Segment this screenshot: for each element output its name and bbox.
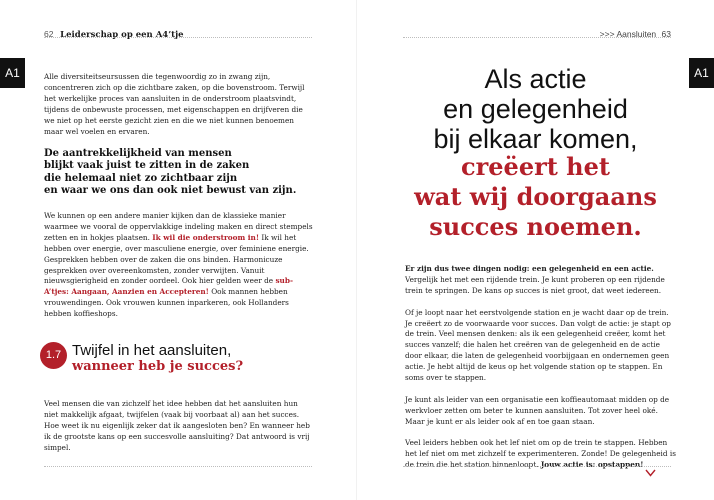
footer-rule [44, 466, 312, 467]
pullquote-line: De aantrekkelijkheid van mensen [44, 148, 232, 159]
paragraph-text: We kunnen op een andere manier kijken dan de klassieke manier waarmee we vooral de oppervlakkige indeling maken en direct stempels zetten en in hokjes plaatsen. [44, 211, 313, 242]
paragraph-emphasis: Jouw actie is: opstappen! [540, 460, 644, 470]
closing-paragraph [44, 399, 314, 464]
big-quote-emphasis: wat wij doorgaans [414, 182, 657, 211]
left-running-head [44, 29, 184, 40]
intro-text: Alle diversiteitseursussen die tegenwoordig zo in zwang zijn, concentreren zich op die zichtbare zaken, op die bovenstroom. Terwijl het werkelijke proces van aansluiten in de onderstroom plaatsvindt, tijdens de onbewuste processen, met eigenschappen en drijfveren die we niet op het eerste gezicht zien en die we niet kunnen benoemen maar wel voelen en ervaren. [44, 72, 305, 136]
big-quote-emphasis: creëert het [461, 152, 610, 181]
paragraph: Of je loopt naar het eerstvolgende station en je wacht daar op de trein. Je creëert zo de voorwaarde voor succes. Dan volgt de actie: je stapt op de trein. Veel mensen denken: als ik een gelegenheid creëer, komt het succes vanzelf; die halen het creëren van de gelegenheid en de actie door elkaar, die laten de gelegenheid voorbijgaan en ondernemen geen actie. Je hebt altijd de keus op het volgende station op te stappen. En soms over te stappen. [405, 307, 671, 383]
footer-rule [403, 466, 671, 467]
pullquote-line: blijkt vaak juist te zitten in de zaken [44, 160, 250, 172]
right-body-text [405, 264, 677, 482]
paragraph: Je kunt als leider van een organisatie een koffieautomaat midden op de werkvloer zetten om beter te kunnen aansluiten. Tot zover heel oké. Maar je kunt er als leider ook af en toe gaan staan. [405, 394, 670, 426]
chapter-tab: A1 [689, 58, 714, 88]
body-paragraph-2 [44, 211, 314, 331]
big-quote-emphasis: succes noemen. [429, 212, 642, 241]
paragraph [405, 264, 677, 297]
big-quote-line: bij elkaar komen, [433, 124, 638, 154]
big-quote-line: Als actie [484, 64, 587, 94]
chapter-title: >>> Aansluiten [599, 29, 657, 39]
chevron-down-icon [645, 468, 656, 480]
pullquote-line: en waar we ons dan ook niet bewust van zijn. [44, 184, 297, 196]
header-rule [403, 37, 671, 38]
big-quote-line: en gelegenheid [443, 94, 628, 124]
paragraph-text: Veel leiders hebben ook het lef niet om op de trein te stappen. Hebben het lef niet om met zichzelf te experimenteren. Zonde! De gelegenheid is de trein die het station binnenloopt. [405, 438, 676, 470]
right-page [357, 0, 714, 500]
header-rule [44, 37, 312, 38]
highlight-text: sub-A’tjes: Aangaan, Aanzien en Accepteren! [44, 276, 293, 297]
pull-quote [44, 148, 314, 197]
paragraph-lead: Er zijn dus twee dingen nodig: een gelegenheid en een actie. [405, 264, 654, 273]
section-title-line2: wanneer heb je succes? [72, 359, 244, 374]
highlight-text: Ik wil die onderstroom in! [152, 232, 260, 242]
pullquote-line: die helemaal niet zo zichtbaar zijn [44, 172, 238, 184]
book-title: Leiderschap op een A4’tje [60, 30, 184, 40]
section-number-badge: 1.7 [40, 342, 67, 369]
intro-paragraph [44, 72, 314, 148]
closing-text: Veel mensen die van zichzelf het idee hebben dat het aansluiten hun niet makkelijk afgaat, twijfelen (vaak bij voorbaat al) aan het succes. Hoe weet ik nu eigenlijk zeker dat ik aangesloten ben? En wanneer heb ik de grootste kans op een succesvolle aansluiting? Dat antwoord is vrij simpel. [44, 399, 310, 452]
chapter-tab: A1 [0, 58, 25, 88]
paragraph-text: Ook mannen hebben vrouwendingen. Ook vrouwen kunnen inparkeren, ook Hollanders hebben koffieshops. [44, 287, 289, 319]
section-title-line1: Twijfel in het aansluiten, [72, 342, 232, 359]
right-page-number: 63 [661, 29, 671, 39]
left-page-number: 62 [44, 29, 54, 39]
paragraph-text: Ik wil het hebben over energie, over masculiene energie, over feminiene energie. Gesprekken hebben over de zaken die ons binden. Harmonicuze gesprekken over overeenkomsten, zonder verwijten. Vanuit nieuwsgierigheid en zonder oordeel. Ook hier gelden weer de [44, 232, 309, 286]
paragraph-text: Vergelijk het met een rijdende trein. Je kunt proberen op een rijdende trein te springen. De kans op succes is niet groot, dat weet iedereen. [405, 274, 665, 295]
